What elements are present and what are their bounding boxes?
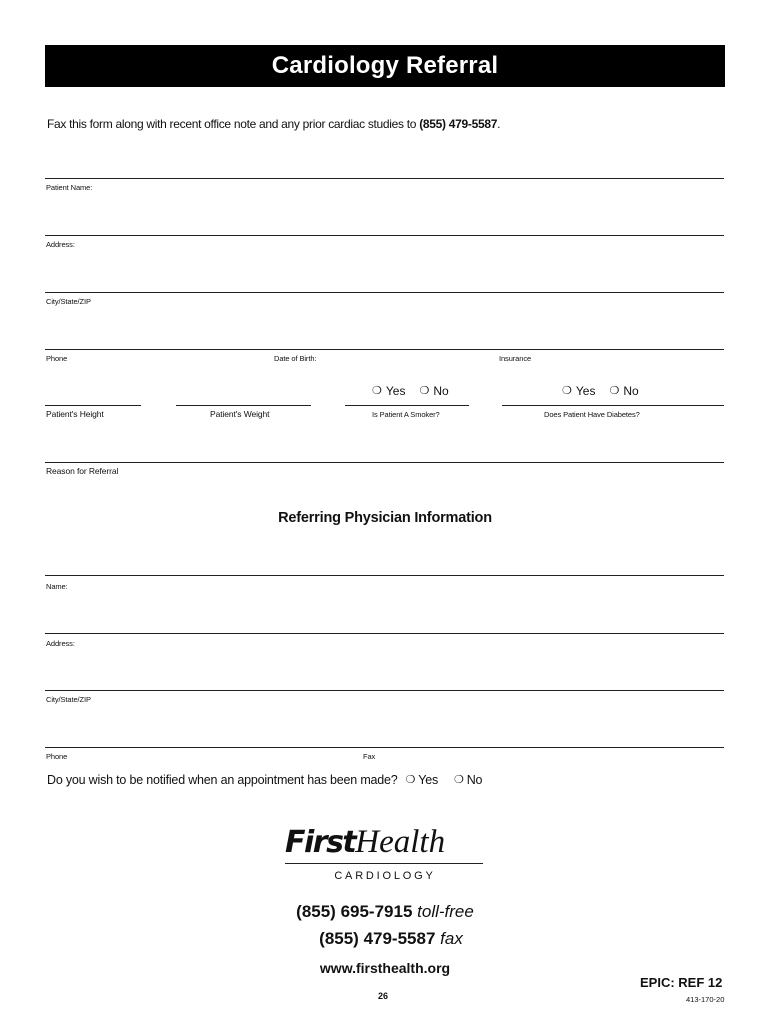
logo-first-text: First: [285, 825, 356, 860]
diabetes-question-label: Does Patient Have Diabetes?: [544, 410, 640, 419]
epic-code: EPIC: REF 12: [640, 975, 723, 990]
fax-instruction: [47, 117, 500, 131]
physician-section-title: Referring Physician Information: [278, 510, 492, 526]
fax-instruction-end: .: [497, 117, 501, 131]
diabetes-no-label: No: [623, 384, 639, 398]
notify-question: Do you wish to be notified when an appointment has been made?: [47, 773, 398, 787]
physician-name-label: Name:: [46, 582, 68, 591]
smoker-yes-label: Yes: [385, 384, 406, 398]
notify-question-row: [47, 773, 482, 787]
physician-address-label: Address:: [46, 639, 75, 648]
diabetes-yes-checkbox[interactable]: ❍: [562, 384, 572, 397]
title-bar: [45, 45, 725, 87]
patient-name-label: Patient Name:: [46, 183, 93, 192]
contact-fax-number: (855) 479-5587: [319, 929, 436, 948]
form-code: 413-170-20: [686, 995, 725, 1004]
notify-no-checkbox[interactable]: ❍: [454, 773, 464, 786]
physician-name-line: [45, 575, 724, 576]
logo-subtitle: CARDIOLOGY: [334, 870, 436, 882]
physician-phone-line: [45, 747, 724, 748]
logo-health-text: Health: [355, 824, 446, 860]
diabetes-line: [502, 405, 724, 406]
diabetes-yes-label: Yes: [575, 384, 596, 398]
patient-address-label: Address:: [46, 240, 75, 249]
reason-label: Reason for Referral: [46, 466, 119, 476]
notify-no-label: No: [466, 773, 483, 787]
physician-city-label: City/State/ZIP: [46, 695, 91, 704]
diabetes-options: [562, 384, 639, 398]
physician-city-line: [45, 690, 724, 691]
fax-instruction-number: (855) 479-5587: [419, 117, 498, 131]
tollfree-number: (855) 695-7915: [296, 902, 413, 921]
patient-insurance-label: Insurance: [499, 354, 532, 363]
patient-phone-label: Phone: [46, 354, 68, 363]
logo-divider: [285, 863, 483, 864]
website-link[interactable]: www.firsthealth.org: [319, 960, 451, 976]
physician-phone-label: Phone: [46, 752, 68, 761]
height-line: [45, 405, 141, 406]
physician-address-line: [45, 633, 724, 634]
tollfree-suffix: toll-free: [412, 902, 474, 921]
smoker-yes-checkbox[interactable]: ❍: [372, 384, 382, 397]
tollfree-phone: [0, 902, 770, 922]
patient-height-label: Patient's Height: [46, 409, 104, 419]
patient-dob-label: Date of Birth:: [274, 354, 317, 363]
form-title: Cardiology Referral: [271, 52, 499, 79]
smoker-no-label: No: [433, 384, 449, 398]
contact-fax: [0, 929, 770, 949]
smoker-question-label: Is Patient A Smoker?: [372, 410, 440, 419]
diabetes-no-checkbox[interactable]: ❍: [609, 384, 620, 397]
smoker-options: [372, 384, 449, 398]
page-number: 26: [378, 991, 389, 1001]
fax-instruction-text: Fax this form along with recent office note and any prior cardiac studies to: [47, 117, 420, 131]
notify-yes-label: Yes: [418, 773, 439, 787]
patient-phone-line: [45, 349, 724, 350]
contact-fax-suffix: fax: [435, 929, 463, 948]
patient-weight-label: Patient's Weight: [210, 409, 270, 419]
smoker-no-checkbox[interactable]: ❍: [419, 384, 430, 397]
firsthealth-logo: [285, 826, 485, 882]
physician-fax-label: Fax: [363, 752, 376, 761]
weight-line: [176, 405, 311, 406]
patient-name-line: [45, 178, 724, 179]
patient-city-label: City/State/ZIP: [46, 297, 91, 306]
patient-city-line: [45, 292, 724, 293]
reason-line: [45, 462, 724, 463]
patient-address-line: [45, 235, 724, 236]
smoker-line: [345, 405, 469, 406]
notify-yes-checkbox[interactable]: ❍: [405, 773, 416, 786]
